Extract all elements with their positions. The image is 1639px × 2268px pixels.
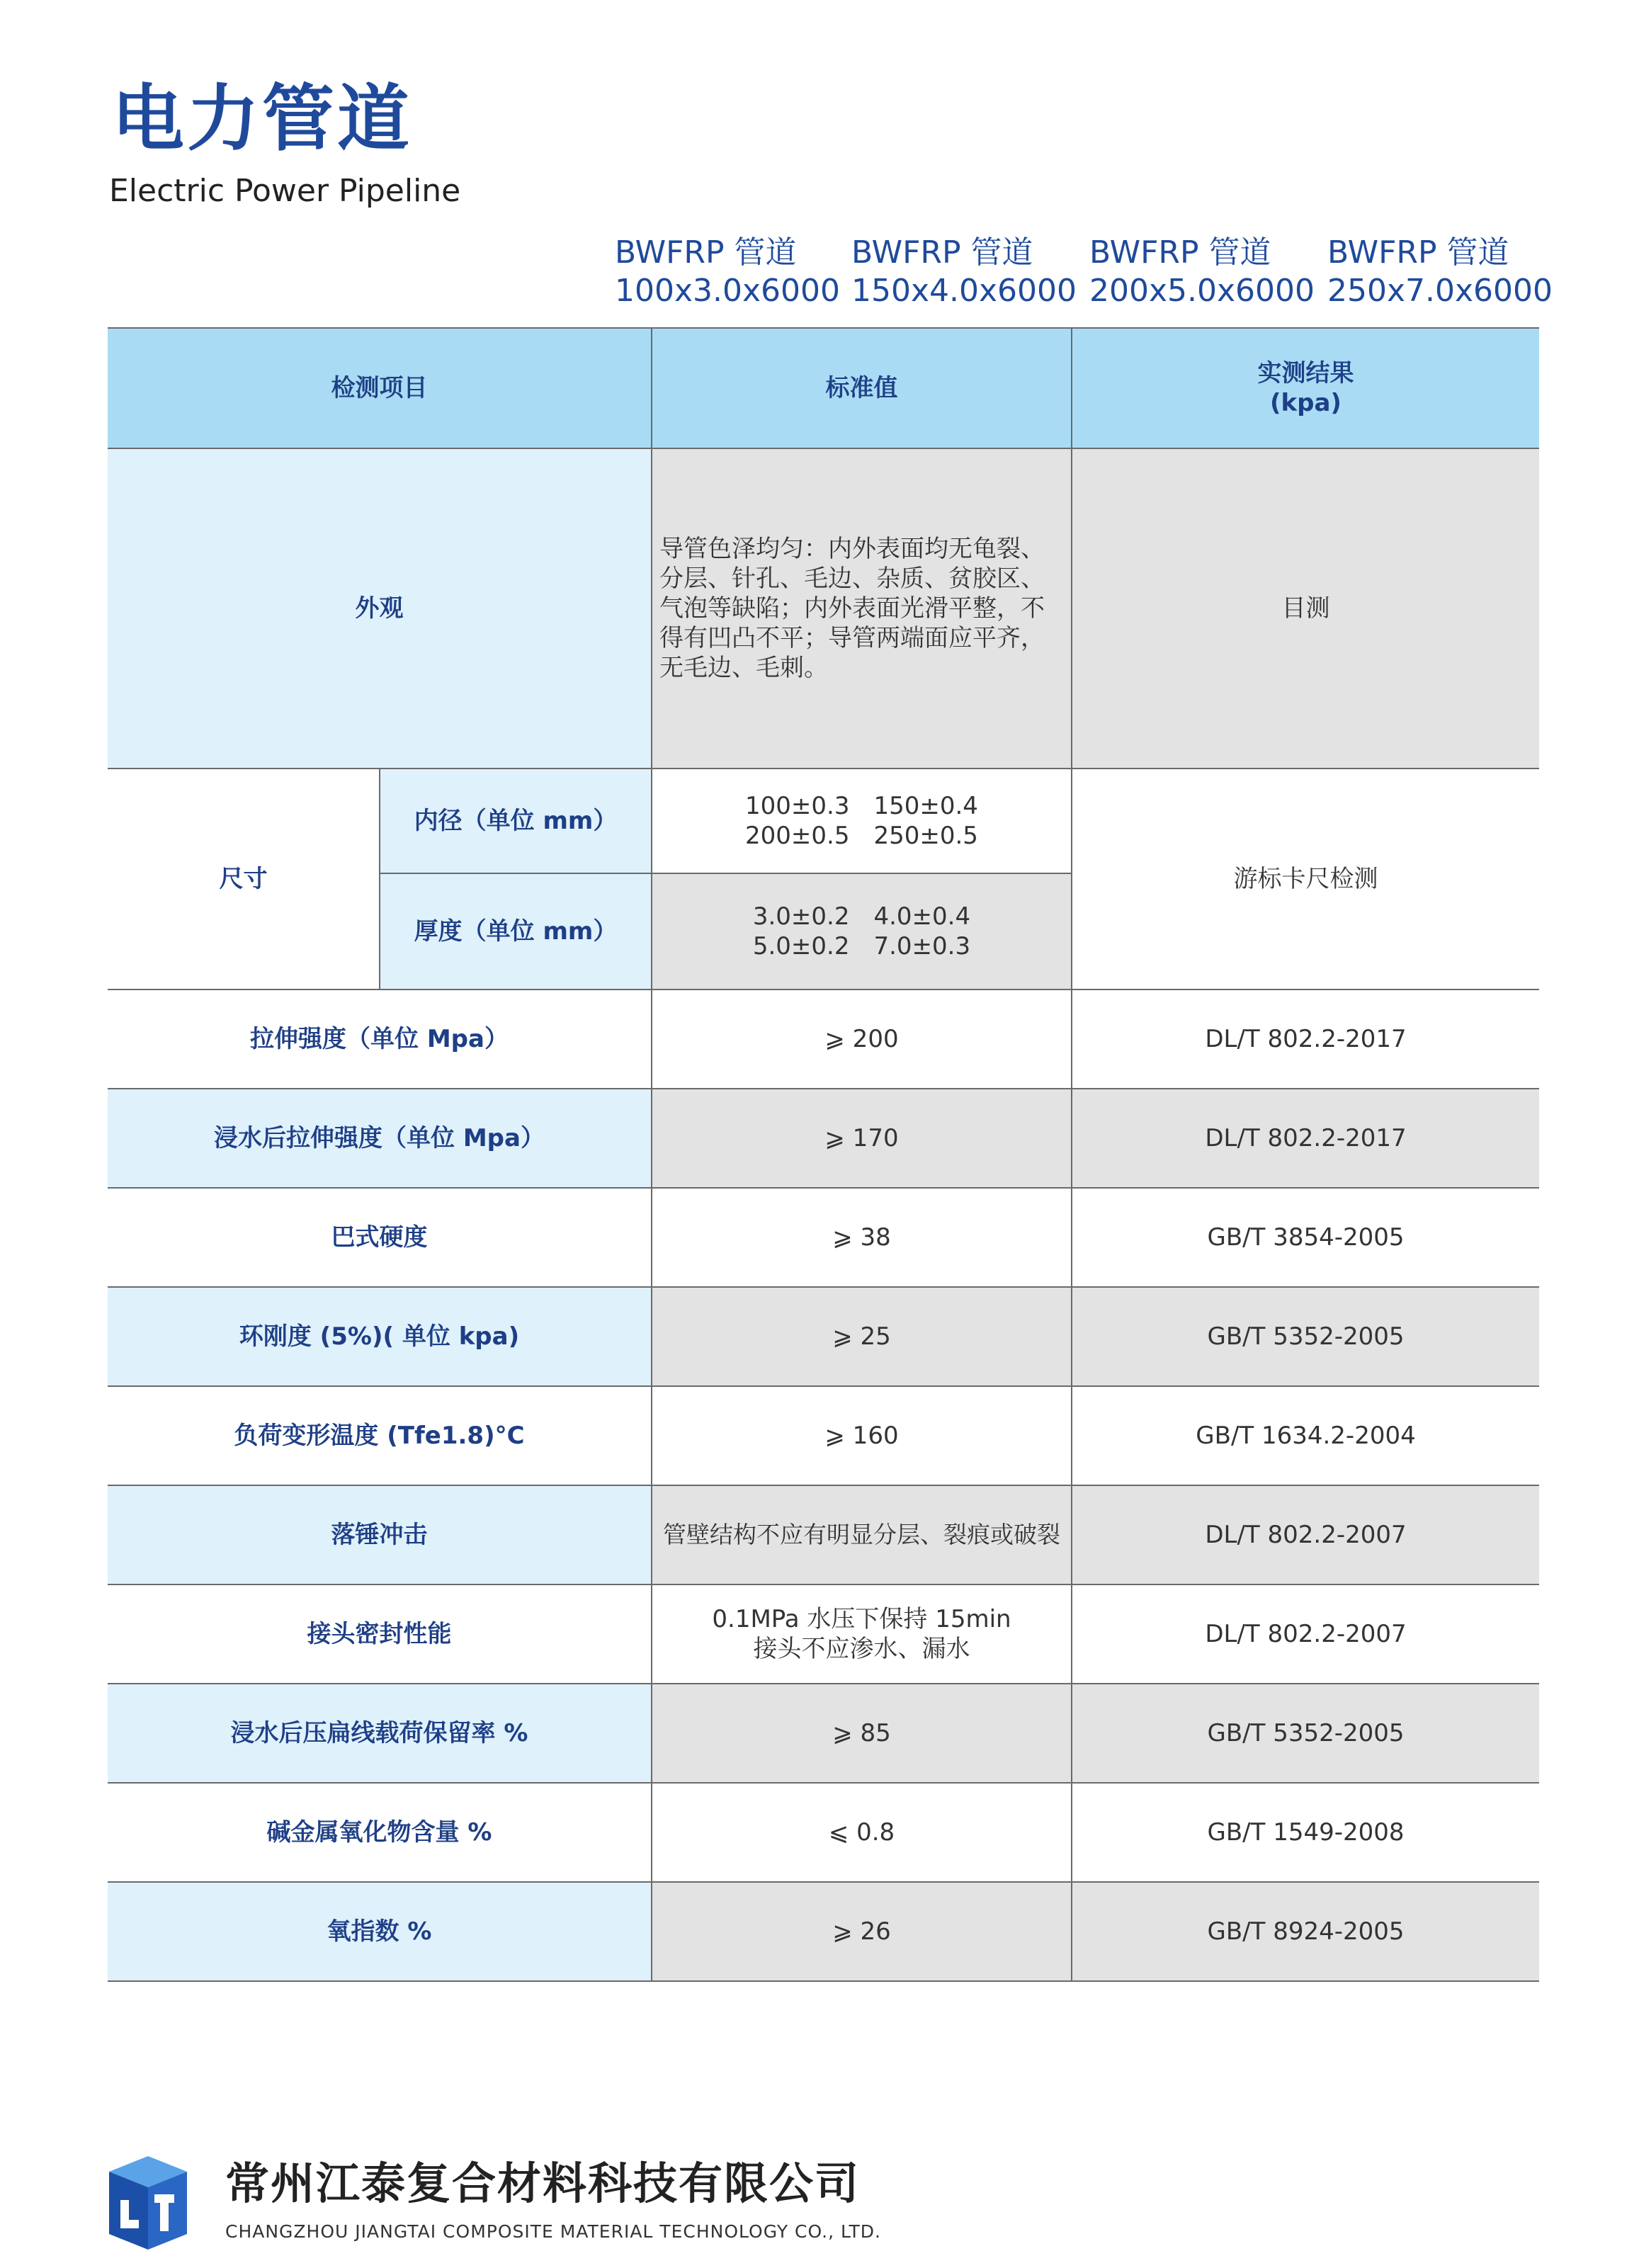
size-result: 游标卡尺检测: [1072, 769, 1539, 990]
model-spec: 150x4.0x6000: [851, 273, 1077, 309]
size-thickness-line2: 5.0±0.2 7.0±0.3: [752, 932, 971, 960]
row-standard-line1: 0.1MPa 水压下保持 15min: [712, 1605, 1011, 1633]
table-row-appearance: [108, 448, 1539, 769]
row-item: 环刚度 (5%)( 单位 kpa): [108, 1287, 652, 1386]
model-1: [615, 234, 840, 310]
model-spec: 250x7.0x6000: [1327, 273, 1553, 309]
table-row: [108, 1584, 1539, 1684]
row-result: DL/T 802.2-2007: [1072, 1485, 1539, 1584]
row-standard: ⩾ 200: [652, 990, 1072, 1089]
size-thickness-label: 厚度（单位 mm）: [380, 873, 652, 990]
row-standard: ⩾ 25: [652, 1287, 1072, 1386]
row-item: 接头密封性能: [108, 1584, 652, 1684]
row-item: 拉伸强度（单位 Mpa）: [108, 990, 652, 1089]
row-item: 氧指数 %: [108, 1882, 652, 1981]
size-inner-standard: [652, 769, 1072, 873]
table-row: [108, 1386, 1539, 1485]
row-item: 碱金属氧化物含量 %: [108, 1783, 652, 1882]
company-name-en: CHANGZHOU JIANGTAI COMPOSITE MATERIAL TECHNOLOGY CO., LTD.: [225, 2221, 881, 2242]
row-result: GB/T 1549-2008: [1072, 1783, 1539, 1882]
row-result: GB/T 5352-2005: [1072, 1684, 1539, 1783]
spec-table: [108, 327, 1539, 1982]
table-row: [108, 1783, 1539, 1882]
table-row: [108, 1089, 1539, 1188]
size-inner-line2: 200±0.5 250±0.5: [745, 822, 978, 850]
header-result-line1: 实测结果: [1257, 359, 1354, 387]
row-standard: ⩾ 26: [652, 1882, 1072, 1981]
model-3: [1089, 234, 1315, 310]
row-standard: 管壁结构不应有明显分层、裂痕或破裂: [652, 1485, 1072, 1584]
row-standard: [652, 1584, 1072, 1684]
row-standard: ⩾ 38: [652, 1188, 1072, 1287]
row-result: GB/T 1634.2-2004: [1072, 1386, 1539, 1485]
company-logo-icon: [95, 2150, 201, 2257]
row-result: GB/T 3854-2005: [1072, 1188, 1539, 1287]
model-2: [851, 234, 1077, 310]
row-result: 目测: [1072, 448, 1539, 769]
row-standard: ⩽ 0.8: [652, 1783, 1072, 1882]
model-name: BWFRP 管道: [615, 234, 797, 271]
row-standard: 导管色泽均匀：内外表面均无龟裂、分层、针孔、毛边、杂质、贫胶区、气泡等缺陷；内外表面光滑平整，不得有凹凸不平；导管两端面应平齐，无毛边、毛刺。: [652, 448, 1072, 769]
company-name-cn: 常州江泰复合材料科技有限公司: [225, 2158, 861, 2209]
table-row: [108, 1882, 1539, 1981]
header-item: 检测项目: [108, 328, 652, 448]
row-result: DL/T 802.2-2017: [1072, 990, 1539, 1089]
row-item: 负荷变形温度 (Tfe1.8)°C: [108, 1386, 652, 1485]
table-row: [108, 1485, 1539, 1584]
page-subtitle: Electric Power Pipeline: [109, 173, 461, 209]
row-result: GB/T 8924-2005: [1072, 1882, 1539, 1981]
header-result: [1072, 328, 1539, 448]
row-standard: ⩾ 85: [652, 1684, 1072, 1783]
row-item: 巴式硬度: [108, 1188, 652, 1287]
size-thickness-standard: [652, 873, 1072, 990]
model-4: [1327, 234, 1553, 310]
row-result: GB/T 5352-2005: [1072, 1287, 1539, 1386]
table-header-row: [108, 328, 1539, 448]
row-standard-line2: 接头不应渗水、漏水: [753, 1635, 970, 1663]
size-inner-line1: 100±0.3 150±0.4: [745, 792, 978, 820]
size-thickness-line1: 3.0±0.2 4.0±0.4: [752, 902, 971, 931]
model-list: [0, 234, 1639, 312]
table-row: [108, 1188, 1539, 1287]
table-row: [108, 1287, 1539, 1386]
row-item: 浸水后压扁线载荷保留率 %: [108, 1684, 652, 1783]
row-item: 落锤冲击: [108, 1485, 652, 1584]
page-title: 电力管道: [112, 77, 412, 161]
row-result: DL/T 802.2-2017: [1072, 1089, 1539, 1188]
model-name: BWFRP 管道: [851, 234, 1033, 271]
header-standard: 标准值: [652, 328, 1072, 448]
table-row: [108, 1684, 1539, 1783]
model-name: BWFRP 管道: [1089, 234, 1271, 271]
row-standard: ⩾ 170: [652, 1089, 1072, 1188]
header-result-line2: (kpa): [1270, 389, 1342, 417]
model-name: BWFRP 管道: [1327, 234, 1509, 271]
row-standard: ⩾ 160: [652, 1386, 1072, 1485]
size-inner-label: 内径（单位 mm）: [380, 769, 652, 873]
table-row-size-inner: [108, 769, 1539, 873]
model-spec: 100x3.0x6000: [615, 273, 841, 309]
row-result: DL/T 802.2-2007: [1072, 1584, 1539, 1684]
size-item: 尺寸: [108, 769, 380, 990]
row-item: 浸水后拉伸强度（单位 Mpa）: [108, 1089, 652, 1188]
model-spec: 200x5.0x6000: [1089, 273, 1315, 309]
row-item: 外观: [108, 448, 652, 769]
table-row: [108, 990, 1539, 1089]
